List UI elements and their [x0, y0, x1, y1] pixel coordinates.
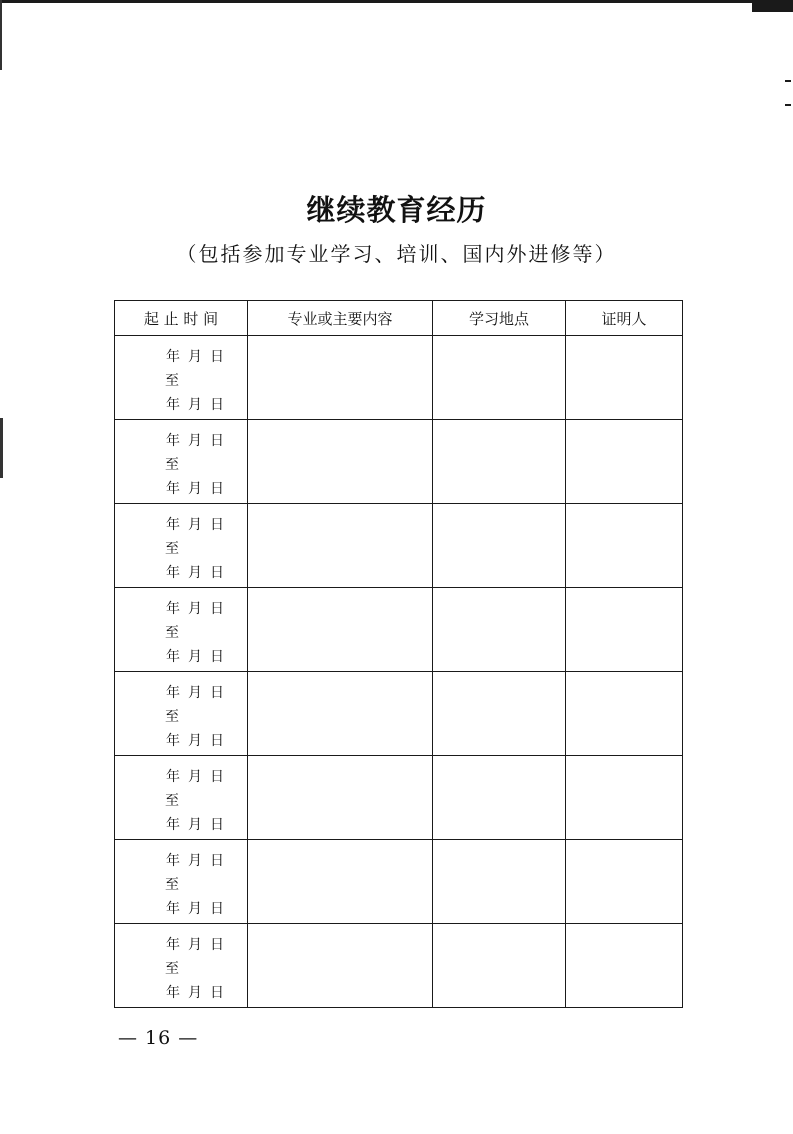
header-content: 专业或主要内容	[248, 301, 433, 336]
content-cell[interactable]	[248, 756, 433, 840]
start-day-label: 日	[210, 349, 224, 365]
start-month-label: 月	[188, 769, 202, 785]
table-row	[115, 672, 683, 756]
end-year-label: 年	[166, 565, 180, 581]
content-cell[interactable]	[248, 924, 433, 1008]
start-day-label: 日	[210, 601, 224, 617]
edge-tick-mark	[785, 80, 791, 82]
period-cell[interactable]	[115, 756, 248, 840]
end-year-label: 年	[166, 481, 180, 497]
end-month-label: 月	[188, 733, 202, 749]
location-cell[interactable]	[433, 588, 566, 672]
start-day-label: 日	[210, 769, 224, 785]
start-day-label: 日	[210, 937, 224, 953]
content-cell[interactable]	[248, 672, 433, 756]
end-day-label: 日	[210, 565, 224, 581]
table-row	[115, 840, 683, 924]
table-header-row	[115, 301, 683, 336]
scan-left-edge-2	[0, 418, 3, 478]
start-month-label: 月	[188, 601, 202, 617]
end-day-label: 日	[210, 481, 224, 497]
period-cell[interactable]	[115, 924, 248, 1008]
to-label: 至	[165, 457, 179, 473]
location-cell[interactable]	[433, 840, 566, 924]
start-month-label: 月	[188, 853, 202, 869]
header-witness: 证明人	[566, 301, 683, 336]
table-row	[115, 588, 683, 672]
table-row	[115, 420, 683, 504]
edge-tick-mark-2	[785, 104, 791, 106]
education-record-table	[114, 300, 683, 1008]
period-cell[interactable]	[115, 588, 248, 672]
end-year-label: 年	[166, 985, 180, 1001]
location-cell[interactable]	[433, 420, 566, 504]
end-month-label: 月	[188, 397, 202, 413]
end-month-label: 月	[188, 649, 202, 665]
end-year-label: 年	[166, 817, 180, 833]
page-title: 继续教育经历	[306, 193, 487, 227]
period-cell[interactable]	[115, 420, 248, 504]
witness-cell[interactable]	[566, 672, 683, 756]
start-month-label: 月	[188, 517, 202, 533]
to-label: 至	[165, 709, 179, 725]
page-subtitle: （包括参加专业学习、培训、国内外进修等）	[176, 242, 617, 266]
end-month-label: 月	[188, 481, 202, 497]
table-row	[115, 336, 683, 420]
start-month-label: 月	[188, 433, 202, 449]
start-day-label: 日	[210, 433, 224, 449]
start-year-label: 年	[166, 937, 180, 953]
witness-cell[interactable]	[566, 840, 683, 924]
witness-cell[interactable]	[566, 756, 683, 840]
top-border-line	[0, 0, 793, 3]
location-cell[interactable]	[433, 924, 566, 1008]
corner-scan-mark	[752, 0, 793, 12]
end-day-label: 日	[210, 649, 224, 665]
start-year-label: 年	[166, 769, 180, 785]
end-day-label: 日	[210, 901, 224, 917]
to-label: 至	[165, 877, 179, 893]
start-day-label: 日	[210, 517, 224, 533]
location-cell[interactable]	[433, 504, 566, 588]
to-label: 至	[165, 793, 179, 809]
content-cell[interactable]	[248, 336, 433, 420]
witness-cell[interactable]	[566, 336, 683, 420]
content-cell[interactable]	[248, 840, 433, 924]
end-year-label: 年	[166, 901, 180, 917]
to-label: 至	[165, 373, 179, 389]
end-day-label: 日	[210, 817, 224, 833]
end-year-label: 年	[166, 397, 180, 413]
witness-cell[interactable]	[566, 504, 683, 588]
start-month-label: 月	[188, 685, 202, 701]
period-cell[interactable]	[115, 504, 248, 588]
to-label: 至	[165, 541, 179, 557]
start-month-label: 月	[188, 937, 202, 953]
content-cell[interactable]	[248, 588, 433, 672]
table-row	[115, 756, 683, 840]
content-cell[interactable]	[248, 504, 433, 588]
start-day-label: 日	[210, 853, 224, 869]
end-year-label: 年	[166, 649, 180, 665]
end-year-label: 年	[166, 733, 180, 749]
table-row	[115, 924, 683, 1008]
to-label: 至	[165, 961, 179, 977]
page-number: — 16 —	[118, 1027, 199, 1049]
witness-cell[interactable]	[566, 924, 683, 1008]
end-month-label: 月	[188, 901, 202, 917]
content-cell[interactable]	[248, 420, 433, 504]
table-row	[115, 504, 683, 588]
end-month-label: 月	[188, 817, 202, 833]
header-location: 学习地点	[433, 301, 566, 336]
start-month-label: 月	[188, 349, 202, 365]
start-day-label: 日	[210, 685, 224, 701]
period-cell[interactable]	[115, 672, 248, 756]
end-day-label: 日	[210, 985, 224, 1001]
end-day-label: 日	[210, 733, 224, 749]
period-cell[interactable]	[115, 840, 248, 924]
end-month-label: 月	[188, 565, 202, 581]
start-year-label: 年	[166, 685, 180, 701]
to-label: 至	[165, 625, 179, 641]
end-month-label: 月	[188, 985, 202, 1001]
start-year-label: 年	[166, 517, 180, 533]
period-cell[interactable]	[115, 336, 248, 420]
location-cell[interactable]	[433, 672, 566, 756]
location-cell[interactable]	[433, 756, 566, 840]
scan-left-edge	[0, 0, 2, 70]
start-year-label: 年	[166, 433, 180, 449]
header-period: 起 止 时 间	[115, 301, 248, 336]
start-year-label: 年	[166, 349, 180, 365]
location-cell[interactable]	[433, 336, 566, 420]
end-day-label: 日	[210, 397, 224, 413]
start-year-label: 年	[166, 601, 180, 617]
start-year-label: 年	[166, 853, 180, 869]
witness-cell[interactable]	[566, 588, 683, 672]
witness-cell[interactable]	[566, 420, 683, 504]
